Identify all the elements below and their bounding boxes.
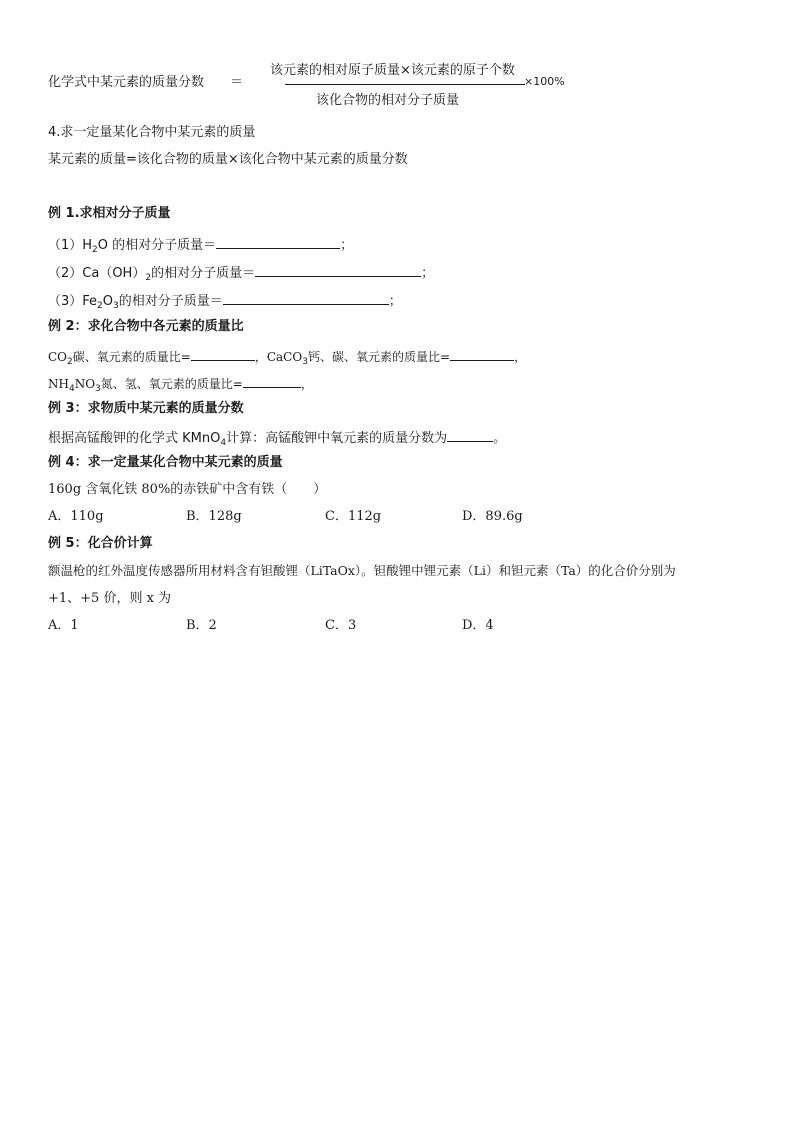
ex2-line2 — [48, 375, 313, 394]
ex2-title: 例 2：求化合物中各元素的质量比 — [48, 319, 244, 334]
ex1-q3-pre: （3）Fe — [48, 294, 98, 309]
ex1-q2 — [48, 264, 435, 283]
ex1-q2-pre: （2）Ca（OH） — [48, 266, 146, 281]
ex1-q2-sub: 2 — [145, 273, 152, 283]
ex1-q3-post: 的相对分子质量＝ — [118, 294, 223, 309]
ex4-question: 160g 含氧化铁 80%的赤铁矿中含有铁（ ） — [48, 482, 327, 497]
ex5-line2: +1、+5 价，则 x 为 — [48, 591, 172, 606]
ex4-option-c[interactable]: C．112g — [325, 509, 382, 524]
ex1-q2-end: ； — [421, 266, 435, 281]
ex1-q3 — [48, 292, 402, 311]
ex2-nh4no3-blank[interactable] — [243, 375, 301, 388]
ex1-q3-blank[interactable] — [223, 292, 389, 305]
ex1-q1 — [48, 236, 354, 255]
ex1-q3-end: ； — [388, 294, 402, 309]
section4-formula: 某元素的质量=该化合物的质量×该化合物中某元素的质量分数 — [48, 152, 408, 167]
ex2-caco3-sub: 3 — [302, 357, 308, 367]
formula-denominator: 该化合物的相对分子质量 — [316, 93, 460, 108]
ex1-q1-blank[interactable] — [216, 236, 340, 249]
ex1-q1-post: O 的相对分子质量＝ — [97, 238, 217, 253]
ex3-title: 例 3：求物质中某元素的质量分数 — [48, 401, 244, 416]
ex2-line2-end: ， — [300, 377, 313, 391]
formula-equals: ＝ — [230, 75, 244, 90]
ex4-option-d[interactable]: D．89.6g — [462, 509, 523, 524]
ex3-pre: 根据高锰酸钾的化学式 KMnO — [48, 431, 221, 446]
ex4-title: 例 4：求一定量某化合物中某元素的质量 — [48, 455, 283, 470]
ex2-co2-sub: 2 — [67, 357, 73, 367]
fraction-bar — [285, 84, 525, 85]
ex3-end: 。 — [493, 431, 507, 446]
formula-multiplier: ×100% — [524, 75, 565, 88]
ex2-co2-text: 碳、氧元素的质量比= — [72, 350, 191, 364]
ex2-line1-end: ， — [514, 350, 527, 364]
ex2-no3-pre: NO — [74, 377, 96, 391]
ex2-no3-sub: 3 — [95, 384, 101, 394]
ex2-caco3-pre: CaCO — [266, 350, 303, 364]
ex1-q3-sub2: 3 — [113, 301, 119, 311]
ex1-q1-sub: 2 — [92, 245, 98, 255]
ex1-title: 例 1.求相对分子质量 — [48, 206, 171, 221]
ex4-option-a[interactable]: A．110g — [48, 509, 104, 524]
ex2-caco3-text: 钙、碳、氧元素的质量比= — [307, 350, 450, 364]
ex1-q3-sub1: 2 — [97, 301, 103, 311]
ex5-option-b[interactable]: B．2 — [186, 618, 217, 633]
ex1-q1-pre: （1）H — [48, 238, 93, 253]
section4-heading: 4.求一定量某化合物中某元素的质量 — [48, 125, 256, 140]
ex2-line2-text: 氮、氢、氧元素的质量比= — [100, 377, 243, 391]
ex5-option-a[interactable]: A．1 — [48, 618, 79, 633]
ex1-q3-mid: O — [102, 294, 114, 309]
ex5-option-d[interactable]: D．4 — [462, 618, 494, 633]
ex4-option-b[interactable]: B．128g — [186, 509, 242, 524]
ex2-nh4-pre: NH — [48, 377, 69, 391]
ex2-co2-pre: CO — [48, 350, 68, 364]
ex5-title: 例 5：化合价计算 — [48, 536, 153, 551]
ex2-line1 — [48, 348, 527, 367]
formula-numerator: 该元素的相对原子质量×该元素的原子个数 — [270, 63, 515, 78]
formula-lhs: 化学式中某元素的质量分数 — [48, 75, 205, 90]
ex3-body — [48, 429, 507, 448]
ex1-q1-end: ； — [340, 238, 354, 253]
ex3-post: 计算：高锰酸钾中氧元素的质量分数为 — [226, 431, 448, 446]
ex1-q2-blank[interactable] — [255, 264, 421, 277]
ex3-blank[interactable] — [447, 429, 493, 442]
ex3-sub: 4 — [220, 438, 227, 448]
ex2-sep: ， — [254, 350, 267, 364]
ex5-line1: 额温枪的红外温度传感器所用材料含有钽酸锂（LiTaOx）。钽酸锂中锂元素（Li）和钽元素（Ta）的化合价分别为 — [48, 563, 676, 578]
ex2-co2-blank[interactable] — [191, 348, 255, 361]
ex2-nh4-sub: 4 — [68, 384, 75, 394]
ex2-caco3-blank[interactable] — [450, 348, 514, 361]
ex5-option-c[interactable]: C．3 — [325, 618, 357, 633]
ex1-q2-post: 的相对分子质量＝ — [151, 266, 256, 281]
